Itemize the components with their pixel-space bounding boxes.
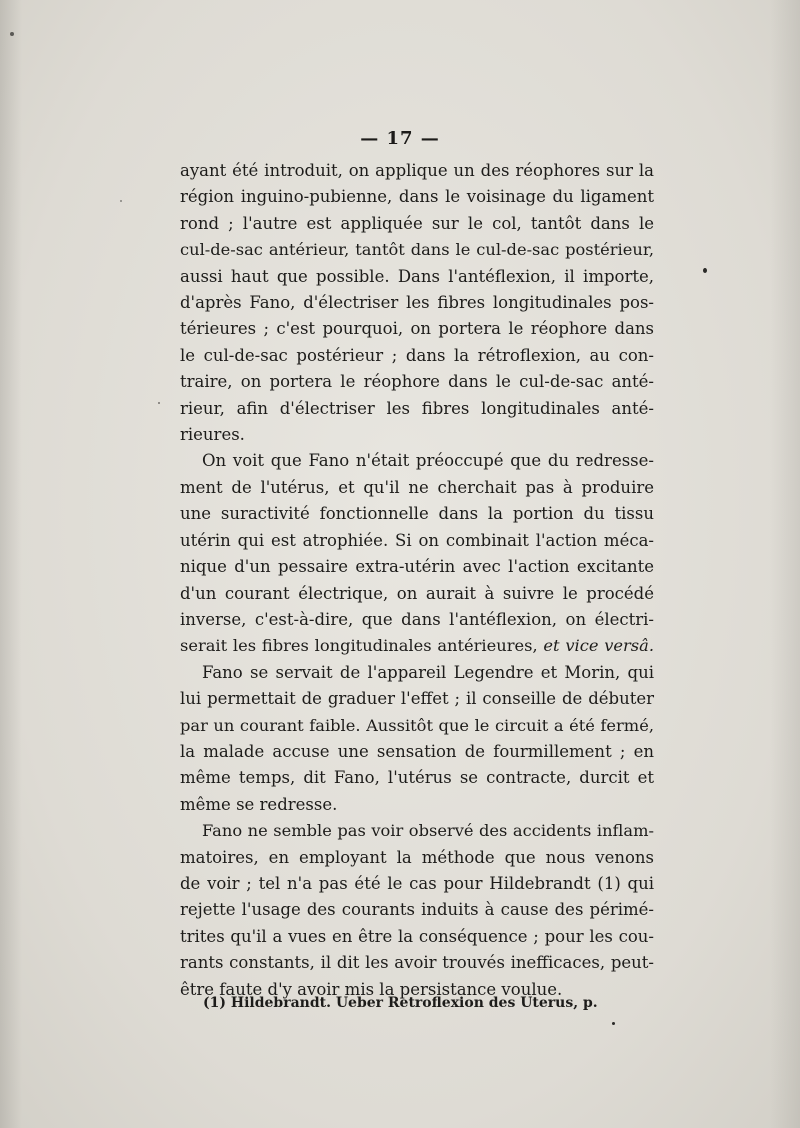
text-line: lui permettait de graduer l'effet ; il conseille de débuter bbox=[180, 689, 654, 709]
text-line: région inguino-pubienne, dans le voisinage du ligament bbox=[180, 187, 654, 207]
text-line: inverse, c'est-à-dire, que dans l'antéflexion, on électri- bbox=[180, 609, 654, 629]
ink-speck bbox=[120, 200, 122, 202]
text-line: Fano se servait de l'appareil Legendre et Morin, qui bbox=[202, 662, 654, 682]
text-line: aussi haut que possible. Dans l'antéflexion, il importe, bbox=[180, 266, 654, 286]
text-line: rieures. bbox=[180, 425, 245, 445]
page-number: — 17 — bbox=[360, 128, 440, 149]
text-line: même se redresse. bbox=[180, 794, 338, 814]
text-line: ayant été introduit, on applique un des réophores sur la bbox=[180, 161, 654, 180]
text-line: le cul-de-sac postérieur ; dans la rétroflexion, au con- bbox=[180, 345, 654, 365]
ink-speck bbox=[703, 268, 707, 273]
text-line-with-italic bbox=[180, 633, 654, 659]
text-line: être faute d'y avoir mis la persistance voulue. bbox=[180, 979, 563, 999]
text-line: rejette l'usage des courants induits à cause des périmé- bbox=[180, 900, 654, 920]
text-line: On voit que Fano n'était préoccupé que du redresse- bbox=[202, 451, 654, 471]
paragraph-4 bbox=[180, 818, 654, 1003]
text-line: traire, on portera le réophore dans le cul-de-sac anté- bbox=[180, 372, 654, 392]
paragraph-2 bbox=[180, 448, 654, 659]
text-line: une suractivité fonctionnelle dans la portion du tissu bbox=[180, 504, 654, 524]
text-line: utérin qui est atrophiée. Si on combinait l'action méca- bbox=[180, 530, 654, 550]
paragraph-1 bbox=[180, 158, 654, 448]
text-line: matoires, en employant la méthode que nous venons bbox=[180, 847, 654, 867]
text-line: térieures ; c'est pourquoi, on portera le réophore dans bbox=[180, 319, 654, 339]
text-line: rieur, afin d'électriser les fibres longitudinales anté- bbox=[180, 398, 654, 418]
text-line: de voir ; tel n'a pas été le cas pour Hildebrandt (1) qui bbox=[180, 873, 654, 893]
body-text bbox=[180, 158, 654, 1003]
text-line: ment de l'utérus, et qu'il ne cherchait pas à produire bbox=[180, 477, 654, 497]
italic-phrase: et vice versâ. bbox=[543, 636, 654, 656]
text-line: cul-de-sac antérieur, tantôt dans le cul-de-sac postérieur, bbox=[180, 240, 654, 260]
ink-speck bbox=[612, 1022, 615, 1025]
text-line: rants constants, il dit les avoir trouvés inefficaces, peut- bbox=[180, 953, 654, 973]
text-line: même temps, dit Fano, l'utérus se contracte, durcit et bbox=[180, 768, 654, 788]
text-line: par un courant faible. Aussitôt que le circuit a été fermé, bbox=[180, 715, 654, 735]
text-line: trites qu'il a vues en être la conséquence ; pour les cou- bbox=[180, 926, 654, 946]
text-line: d'un courant électrique, on aurait à suivre le procédé bbox=[180, 583, 654, 603]
ink-speck bbox=[10, 32, 14, 36]
footnote: (1) Hildebrandt. Ueber Retroflexion des Uterus, p. bbox=[203, 995, 598, 1011]
text-line: rond ; l'autre est appliquée sur le col, tantôt dans le bbox=[180, 213, 654, 233]
paragraph-3 bbox=[180, 660, 654, 818]
text-line: Fano ne semble pas voir observé des accidents inflam- bbox=[202, 821, 654, 841]
text-line: la malade accuse une sensation de fourmillement ; en bbox=[180, 741, 654, 761]
text-segment: serait les fibres longitudinales antérieures, bbox=[180, 636, 538, 656]
text-line: d'après Fano, d'électriser les fibres longitudinales pos- bbox=[180, 293, 654, 313]
text-line: nique d'un pessaire extra-utérin avec l'action excitante bbox=[180, 557, 654, 577]
ink-speck bbox=[158, 402, 160, 404]
